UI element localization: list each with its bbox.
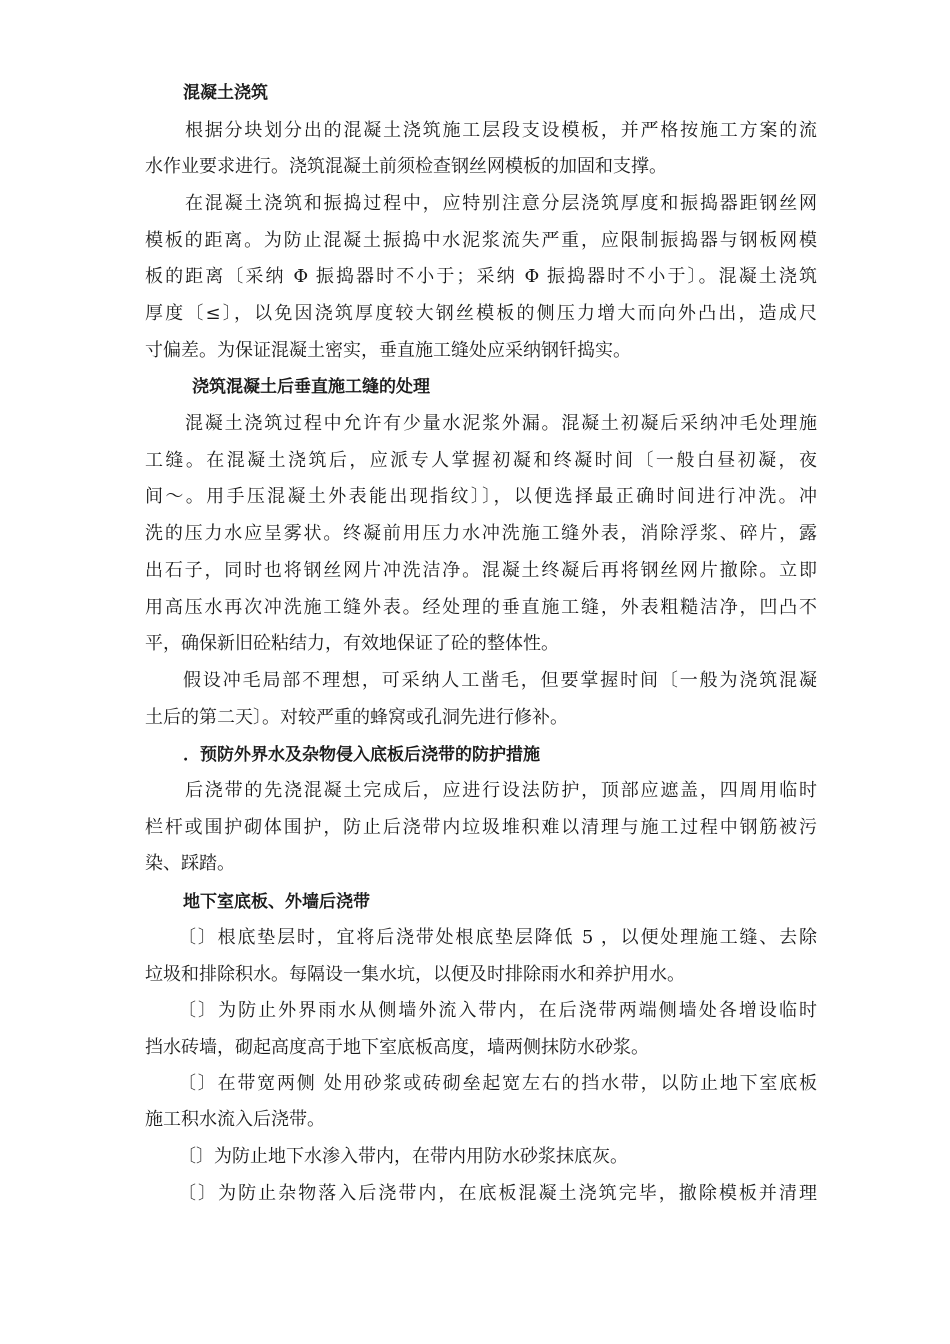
paragraph-line: 间～。用手压混凝土外表能出现指纹〕〕，以便选择最正确时间进行冲洗。冲 [145, 486, 817, 507]
section-heading-concrete-pouring: 混凝土浇筑 [183, 83, 268, 103]
paragraph-line: 寸偏差。为保证混凝土密实，垂直施工缝处应采纳钢钎捣实。 [145, 340, 631, 361]
list-item: 〔〕根底垫层时，宜将后浇带处根底垫层降低 5 ，以便处理施工缝、去除 [178, 927, 817, 948]
paragraph-line: 用高压水再次冲洗施工缝外表。经处理的垂直施工缝，外表粗糙洁净，凹凸不 [145, 597, 817, 618]
list-item: 〔〕为防止杂物落入后浇带内，在底板混凝土浇筑完毕，撤除模板并清理 [178, 1183, 817, 1204]
list-item: 〔〕为防止地下水渗入带内，在带内用防水砂浆抹底灰。 [178, 1146, 628, 1167]
paragraph-line: 后浇带的先浇混凝土完成后，应进行设法防护，顶部应遮盖，四周用临时 [185, 780, 817, 801]
paragraph-line: 在混凝土浇筑和振捣过程中，应特别注意分层浇筑厚度和振捣器距钢丝网 [185, 193, 817, 214]
section-heading-protection-measures: ．预防外界水及杂物侵入底板后浇带的防护措施 [183, 745, 540, 765]
paragraph-line: 板的距离〔采纳 Φ 振捣器时不小于；采纳 Φ 振捣器时不小于〕。混凝土浇筑 [145, 266, 817, 287]
list-item: 〔〕在带宽两侧 处用砂浆或砖砌垒起宽左右的挡水带，以防止地下室底板 [178, 1073, 817, 1094]
paragraph-line: 假设冲毛局部不理想，可采纳人工凿毛，但要掌握时间〔一般为浇筑混凝 [183, 670, 817, 691]
paragraph-line: 模板的距离。为防止混凝土振捣中水泥浆流失严重，应限制振捣器与钢板网模 [145, 230, 817, 251]
paragraph-line: 施工积水流入后浇带。 [145, 1109, 325, 1130]
section-heading-basement-post-pour-strip: 地下室底板、外墙后浇带 [183, 892, 370, 912]
section-heading-vertical-joint: 浇筑混凝土后垂直施工缝的处理 [192, 377, 430, 397]
paragraph-line: 工缝。在混凝土浇筑后，应派专人掌握初凝和终凝时间〔一般白昼初凝，夜 [145, 450, 817, 471]
paragraph-line: 挡水砖墙，砌起高度高于地下室底板高度，墙两侧抹防水砂浆。 [145, 1037, 649, 1058]
paragraph-line: 垃圾和排除积水。每隔设一集水坑，以便及时排除雨水和养护用水。 [145, 964, 685, 985]
paragraph-line: 厚度〔≤〕，以免因浇筑厚度较大钢丝模板的侧压力增大而向外凸出，造成尺 [145, 303, 817, 324]
paragraph-line: 水作业要求进行。浇筑混凝土前须检查钢丝网模板的加固和支撑。 [145, 156, 667, 177]
paragraph-line: 混凝土浇筑过程中允许有少量水泥浆外漏。混凝土初凝后采纳冲毛处理施 [185, 413, 817, 434]
paragraph-line: 栏杆或围护砌体围护，防止后浇带内垃圾堆积难以清理与施工过程中钢筋被污 [145, 817, 817, 838]
paragraph-line: 平，确保新旧砼粘结力，有效地保证了砼的整体性。 [145, 633, 559, 654]
list-item: 〔〕为防止外界雨水从侧墙外流入带内，在后浇带两端侧墙处各增设临时 [178, 1000, 817, 1021]
paragraph-line: 染、踩踏。 [145, 853, 235, 874]
paragraph-line: 出石子，同时也将钢丝网片冲洗洁净。混凝土终凝后再将钢丝网片撤除。立即 [145, 560, 817, 581]
paragraph-line: 根据分块划分出的混凝土浇筑施工层段支设模板，并严格按施工方案的流 [185, 120, 817, 141]
paragraph-line: 洗的压力水应呈雾状。终凝前用压力水冲洗施工缝外表，消除浮浆、碎片，露 [145, 523, 817, 544]
paragraph-line: 土后的第二天〕。对较严重的蜂窝或孔洞先进行修补。 [145, 707, 568, 728]
